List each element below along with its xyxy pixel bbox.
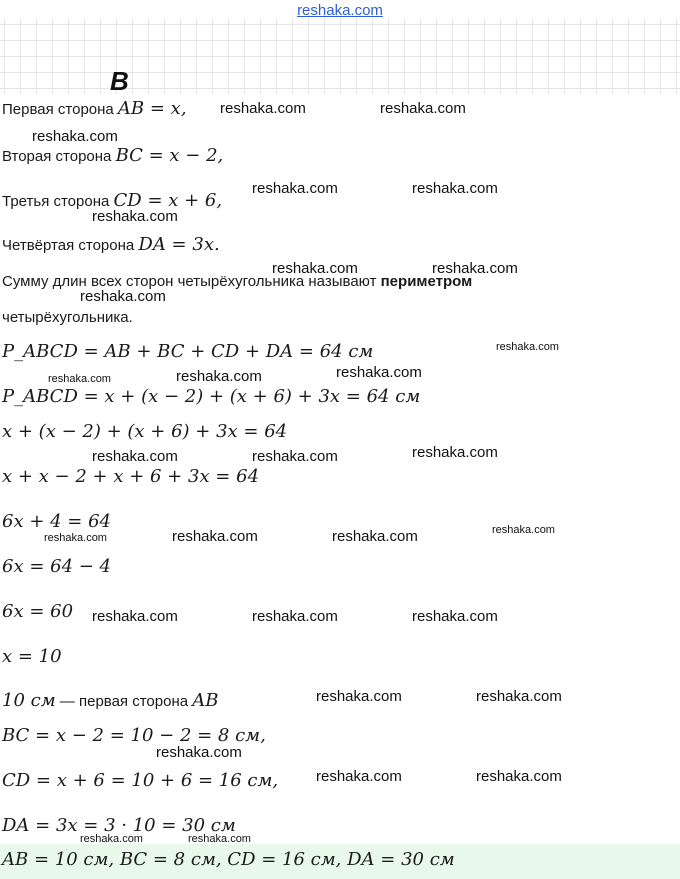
equation-7: 6x = 60 (2, 601, 74, 622)
watermark: reshaka.com (496, 341, 559, 353)
solution-line-1 (2, 98, 187, 119)
line-text: Первая сторона (2, 101, 118, 118)
watermark: reshaka.com (412, 608, 498, 625)
line-text: — первая сторона (55, 693, 193, 710)
definition-term: периметром (380, 273, 473, 290)
watermark: reshaka.com (432, 260, 518, 277)
watermark: reshaka.com (476, 768, 562, 785)
equation-6: 6x = 64 − 4 (2, 556, 112, 577)
line-formula: DA = 3x. (138, 234, 220, 255)
equation-1: P_ABCD = AB + BC + CD + DA = 64 см (2, 341, 374, 362)
equation-12: DA = 3x = 3 · 10 = 30 см (2, 815, 236, 836)
line-formula: CD = x + 6, (113, 190, 223, 211)
watermark: reshaka.com (336, 364, 422, 381)
watermark: reshaka.com (156, 744, 242, 761)
watermark: reshaka.com (492, 524, 555, 536)
grid-paper-background (0, 18, 680, 94)
watermark: reshaka.com (176, 368, 262, 385)
watermark: reshaka.com (92, 208, 178, 225)
watermark: reshaka.com (188, 833, 251, 845)
equation-5: 6x + 4 = 64 (2, 511, 112, 532)
watermark: reshaka.com (220, 100, 306, 117)
watermark: reshaka.com (252, 180, 338, 197)
watermark: reshaka.com (92, 448, 178, 465)
watermark: reshaka.com (32, 128, 118, 145)
answer-highlight (0, 844, 680, 879)
line-text: Вторая сторона (2, 148, 116, 165)
line-text: Четвёртая сторона (2, 237, 139, 254)
line-formula: AB (192, 690, 219, 711)
equation-4: x + x − 2 + x + 6 + 3x = 64 (2, 466, 260, 487)
watermark: reshaka.com (48, 373, 111, 385)
definition-text: четырёхугольника. (2, 309, 133, 326)
watermark: reshaka.com (252, 608, 338, 625)
perimeter-definition-cont (2, 309, 133, 326)
answer-text: AB = 10 см, BC = 8 см, CD = 16 см, DA = 30 см (2, 849, 455, 870)
watermark: reshaka.com (476, 688, 562, 705)
line-formula: 10 см (2, 690, 56, 711)
watermark: reshaka.com (172, 528, 258, 545)
line-text: Третья сторона (2, 193, 114, 210)
watermark: reshaka.com (332, 528, 418, 545)
equation-11: CD = x + 6 = 10 + 6 = 16 см, (2, 770, 279, 791)
watermark: reshaka.com (92, 608, 178, 625)
line-formula: BC = x − 2, (115, 145, 224, 166)
equation-10: BC = x − 2 = 10 − 2 = 8 см, (2, 725, 266, 746)
solution-line-2 (2, 145, 223, 166)
watermark: reshaka.com (412, 180, 498, 197)
watermark: reshaka.com (380, 100, 466, 117)
definition-text: Сумму длин всех сторон четырёхугольника называют (2, 273, 381, 290)
site-link[interactable]: reshaka.com (297, 2, 383, 19)
watermark: reshaka.com (252, 448, 338, 465)
equation-3: x + (x − 2) + (x + 6) + 3x = 64 (2, 421, 288, 442)
equation-8: x = 10 (2, 646, 62, 667)
watermark: reshaka.com (80, 833, 143, 845)
line-formula: AB = x, (117, 98, 187, 119)
watermark: reshaka.com (44, 532, 107, 544)
watermark: reshaka.com (80, 288, 166, 305)
variant-letter: B (110, 66, 129, 96)
watermark: reshaka.com (316, 768, 402, 785)
watermark: reshaka.com (412, 444, 498, 461)
watermark: reshaka.com (272, 260, 358, 277)
perimeter-definition (2, 273, 472, 290)
solution-line-4 (2, 234, 220, 255)
watermark: reshaka.com (316, 688, 402, 705)
equation-9 (2, 690, 218, 711)
equation-2: P_ABCD = x + (x − 2) + (x + 6) + 3x = 64 см (2, 386, 421, 407)
